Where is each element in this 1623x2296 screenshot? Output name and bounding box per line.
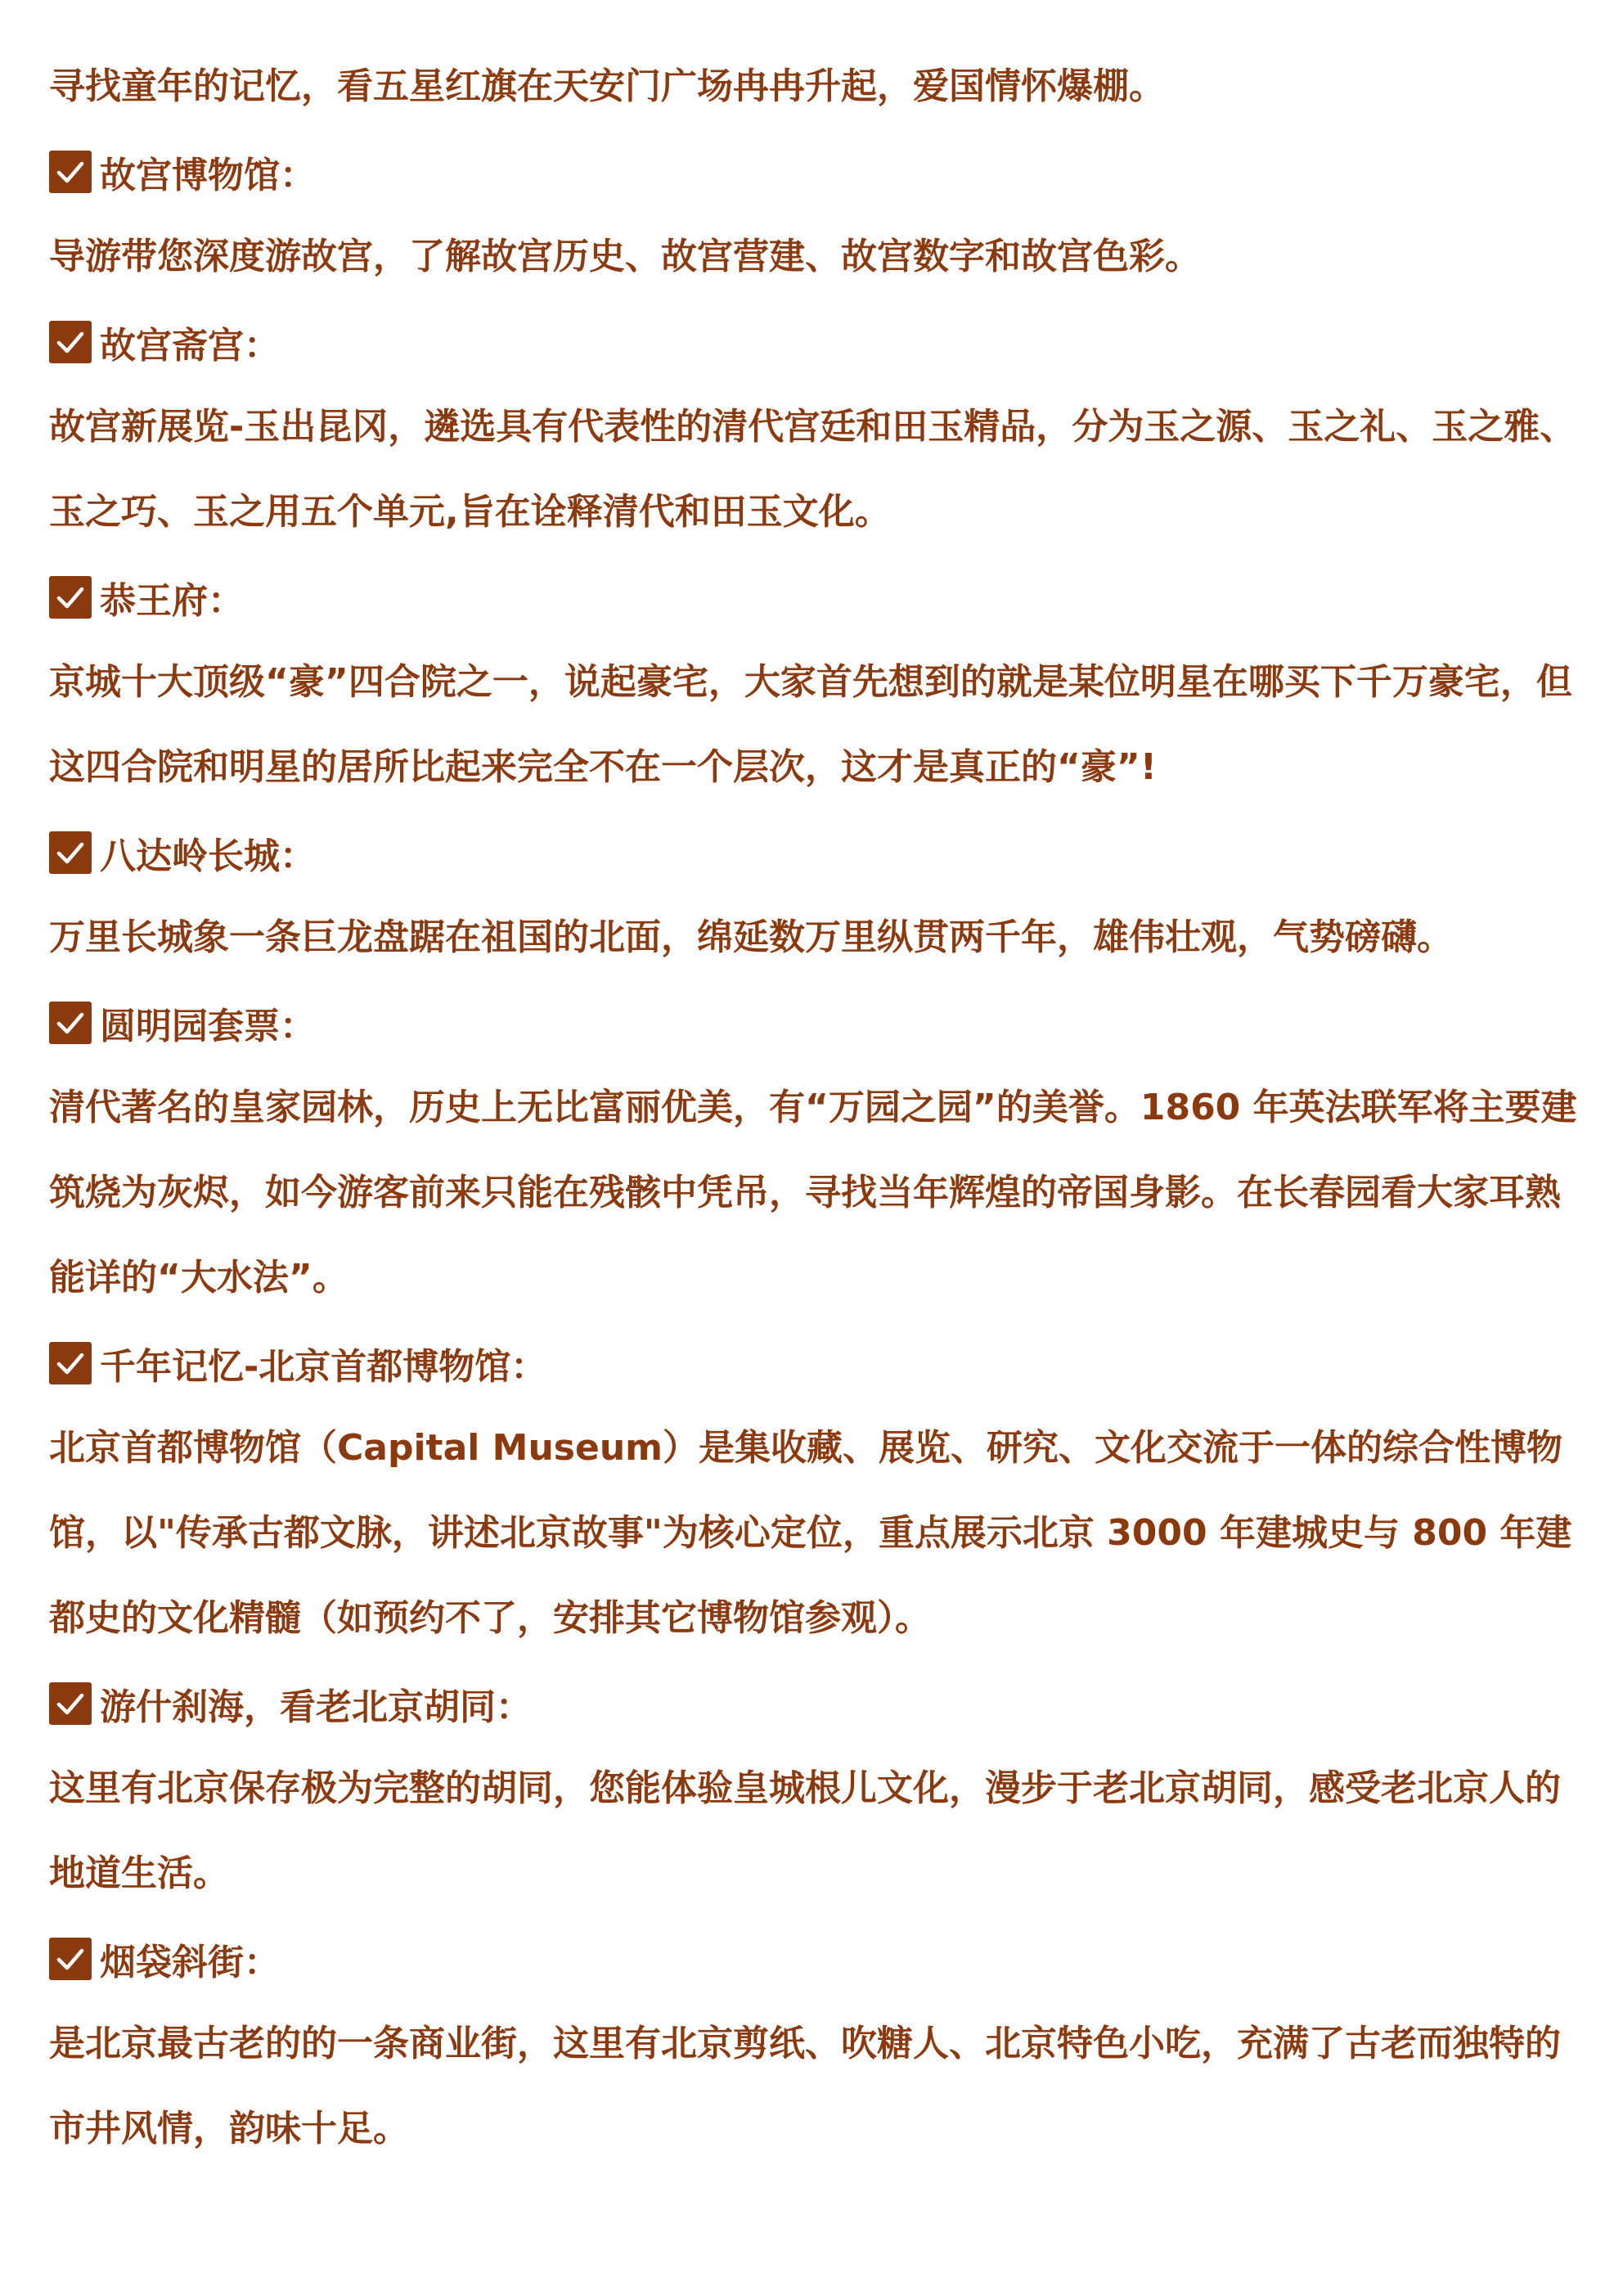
section-body: 导游带您深度游故宫，了解故宫历史、故宫营建、故宫数字和故宫色彩。	[49, 236, 1201, 277]
section-body: 万里长城象一条巨龙盘踞在祖国的北面，绵延数万里纵贯两千年，雄伟壮观，气势磅礴。	[49, 916, 1453, 958]
section-heading	[49, 980, 1587, 1065]
section-title: 游什刹海，看老北京胡同：	[100, 1686, 532, 1728]
section-heading	[49, 129, 1587, 214]
section-title: 故宫斋宫：	[100, 325, 280, 367]
section-title: 八达岭长城：	[100, 835, 316, 877]
section-body: 故宫新展览-玉出昆冈，遴选具有代表性的清代宫廷和田玉精品，分为玉之源、玉之礼、玉之雅、玉之巧、玉之用五个单元,旨在诠释清代和田玉文化。	[49, 406, 1576, 533]
document-body	[49, 44, 1587, 2172]
section-body: 京城十大顶级“豪”四合院之一，说起豪宅，大家首先想到的就是某位明星在哪买下千万豪宅，但这四合院和明星的居所比起来完全不在一个层次，这才是真正的“豪”!	[49, 661, 1572, 788]
section	[49, 129, 1587, 299]
check-box-icon	[49, 1002, 92, 1044]
check-box-icon	[49, 151, 92, 193]
section-title: 烟袋斜街：	[100, 1942, 280, 1983]
check-box-icon	[49, 831, 92, 874]
section	[49, 1661, 1587, 1916]
check-box-icon	[49, 1682, 92, 1725]
section-heading	[49, 810, 1587, 895]
section-heading	[49, 555, 1587, 640]
section-heading	[49, 1661, 1587, 1746]
section-heading	[49, 299, 1587, 385]
section	[49, 555, 1587, 810]
section-heading	[49, 1916, 1587, 2001]
section	[49, 1916, 1587, 2172]
check-box-icon	[49, 576, 92, 619]
section-title: 圆明园套票：	[100, 1006, 316, 1047]
section-body: 清代著名的皇家园林，历史上无比富丽优美，有“万园之园”的美誉。1860 年英法联军将主要建筑烧为灰烬，如今游客前来只能在残骸中凭吊，寻找当年辉煌的帝国身影。在长春园看大家耳熟能详的“大水法”。	[49, 1087, 1577, 1299]
section-body: 是北京最古老的的一条商业街，这里有北京剪纸、吹糖人、北京特色小吃，充满了古老而独特的市井风情，韵味十足。	[49, 2023, 1561, 2150]
section	[49, 980, 1587, 1321]
intro-paragraph: 寻找童年的记忆，看五星红旗在天安门广场冉冉升起，爱国情怀爆棚。	[49, 65, 1165, 107]
check-box-icon	[49, 321, 92, 363]
section-title: 恭王府：	[100, 580, 244, 622]
section-heading	[49, 1321, 1587, 1406]
section-title: 故宫博物馆：	[100, 155, 316, 196]
section	[49, 299, 1587, 555]
check-box-icon	[49, 1938, 92, 1980]
section-title: 千年记忆-北京首都博物馆：	[100, 1346, 547, 1388]
section	[49, 810, 1587, 980]
section	[49, 1321, 1587, 1661]
section-body: 这里有北京保存极为完整的胡同，您能体验皇城根儿文化，漫步于老北京胡同，感受老北京人的地道生活。	[49, 1767, 1561, 1894]
section-body: 北京首都博物馆（Capital Museum）是集收藏、展览、研究、文化交流于一体的综合性博物馆，以"传承古都文脉，讲述北京故事"为核心定位，重点展示北京 3000 年建城史与 800 年建都史的文化精髓（如预约不了，安排其它博物馆参观）。	[49, 1427, 1572, 1639]
check-box-icon	[49, 1342, 92, 1384]
